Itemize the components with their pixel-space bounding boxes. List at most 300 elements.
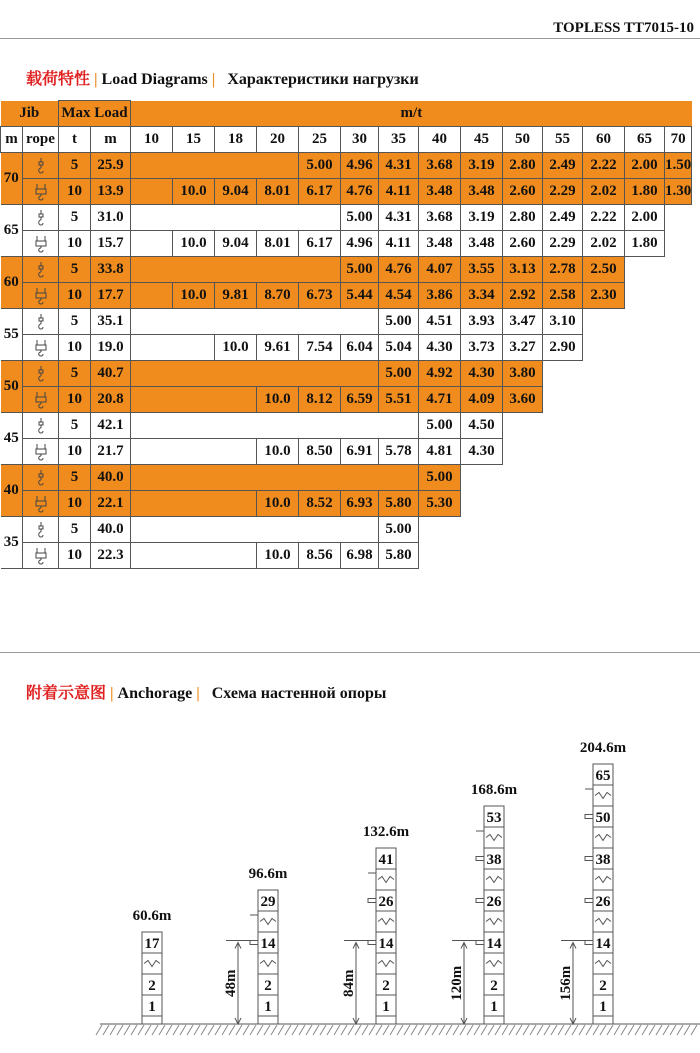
ground-hatch	[663, 1025, 669, 1035]
anchor-frame-icon	[476, 857, 484, 861]
double-fall-hook-icon	[34, 495, 48, 513]
ground-hatch	[488, 1025, 494, 1035]
rope-t: 10	[59, 543, 91, 569]
load-value: 4.76	[341, 179, 379, 205]
ground-hatch	[677, 1025, 683, 1035]
load-value: 5.00	[379, 517, 419, 543]
load-value: 4.71	[419, 387, 461, 413]
load-value: 5.44	[341, 283, 379, 309]
load-value: 10.0	[173, 231, 215, 257]
rope-t: 10	[59, 179, 91, 205]
jib-length: 65	[1, 205, 23, 257]
load-value: 4.30	[461, 361, 503, 387]
rope-hook	[23, 257, 59, 283]
load-value: 3.68	[419, 153, 461, 179]
tower-section-label: 26	[595, 894, 611, 910]
tower-break-section	[142, 953, 162, 974]
load-value: 2.49	[543, 205, 583, 231]
load-value: 1.80	[625, 231, 665, 257]
single-fall-hook-icon	[34, 313, 48, 331]
anchor-frame-icon	[476, 899, 484, 903]
load-value: 9.04	[215, 179, 257, 205]
double-fall-hook-icon	[34, 339, 48, 357]
ground-hatch	[691, 1025, 697, 1035]
ground-hatch	[222, 1025, 228, 1035]
header-t: t	[59, 127, 91, 153]
load-value: 8.01	[257, 179, 299, 205]
tower-base	[142, 1016, 162, 1024]
header-m: m	[1, 127, 23, 153]
tower-section-label: 26	[486, 894, 502, 910]
load-value: 6.17	[299, 231, 341, 257]
rope-t: 5	[59, 361, 91, 387]
load-value: 5.00	[341, 205, 379, 231]
single-fall-hook-icon	[34, 469, 48, 487]
ground-hatch	[446, 1025, 452, 1035]
rope-hook	[23, 439, 59, 465]
table-row	[1, 335, 692, 361]
tower-section-label: 1	[599, 999, 607, 1015]
blank-span	[131, 205, 341, 231]
load-value: 3.48	[419, 231, 461, 257]
max-load-radius: 35.1	[91, 309, 131, 335]
ground-hatch	[250, 1025, 256, 1035]
tower-height-label: 60.6m	[132, 908, 172, 924]
header-m2: m	[91, 127, 131, 153]
load-value: 3.19	[461, 153, 503, 179]
load-value: 8.52	[299, 491, 341, 517]
load-value: 4.51	[419, 309, 461, 335]
load-value: 2.50	[583, 257, 625, 283]
max-load-radius: 42.1	[91, 413, 131, 439]
load-value: 4.50	[461, 413, 503, 439]
table-row	[1, 439, 692, 465]
tower-section-label: 14	[378, 936, 394, 952]
header-divider	[0, 38, 700, 39]
load-value: 6.04	[341, 335, 379, 361]
ground-hatch	[348, 1025, 354, 1035]
anchor-frame-icon	[585, 899, 593, 903]
ground-hatch	[600, 1025, 606, 1035]
max-load-radius: 15.7	[91, 231, 131, 257]
rope-hook	[23, 205, 59, 231]
anchor-height-label: 120m	[449, 965, 465, 1001]
tower-height-label: 132.6m	[362, 824, 410, 840]
load-title-ru: Характеристики нагрузки	[227, 71, 419, 88]
max-load-radius: 40.0	[91, 517, 131, 543]
ground-hatch	[467, 1025, 473, 1035]
ground-hatch	[649, 1025, 655, 1035]
table-row	[1, 387, 692, 413]
blank-span	[131, 517, 379, 543]
header-distance: 10	[131, 127, 173, 153]
blank-span	[131, 179, 173, 205]
anchor-title-en: Anchorage	[117, 685, 193, 702]
ground-hatch	[411, 1025, 417, 1035]
load-value: 2.02	[583, 231, 625, 257]
tower-break-section	[258, 911, 278, 932]
tower-section-label: 50	[595, 810, 611, 826]
load-value: 1.30	[665, 179, 692, 205]
jib-length: 50	[1, 361, 23, 413]
load-value: 4.31	[379, 153, 419, 179]
max-load-radius: 19.0	[91, 335, 131, 361]
tower-section-label: 65	[595, 768, 611, 784]
ground-hatch	[257, 1025, 263, 1035]
rope-hook	[23, 309, 59, 335]
ground-hatch	[138, 1025, 144, 1035]
load-value: 3.48	[419, 179, 461, 205]
rope-hook	[23, 179, 59, 205]
ground-hatch	[201, 1025, 207, 1035]
load-value: 8.12	[299, 387, 341, 413]
load-value: 5.80	[379, 491, 419, 517]
load-value: 5.78	[379, 439, 419, 465]
load-value: 2.29	[543, 231, 583, 257]
load-value: 6.98	[341, 543, 379, 569]
table-row	[1, 153, 692, 179]
ground-hatch	[404, 1025, 410, 1035]
header-distance: 35	[379, 127, 419, 153]
max-load-radius: 22.1	[91, 491, 131, 517]
header-rope: rope	[23, 127, 59, 153]
tower-break-section	[593, 827, 613, 848]
blank-span	[131, 335, 215, 361]
load-value: 2.90	[543, 335, 583, 361]
load-value: 5.04	[379, 335, 419, 361]
load-value: 4.30	[461, 439, 503, 465]
ground-hatch	[551, 1025, 557, 1035]
ground-hatch	[586, 1025, 592, 1035]
load-value: 4.11	[379, 231, 419, 257]
tower-height-label: 204.6m	[579, 740, 627, 756]
rope-t: 10	[59, 231, 91, 257]
load-value: 3.27	[503, 335, 543, 361]
ground-hatch	[607, 1025, 613, 1035]
load-value: 3.13	[503, 257, 543, 283]
tower-base	[484, 1016, 504, 1024]
load-value: 2.58	[543, 283, 583, 309]
tower-section-label: 2	[599, 978, 607, 994]
rope-t: 5	[59, 413, 91, 439]
ground-hatch	[243, 1025, 249, 1035]
single-fall-hook-icon	[34, 209, 48, 227]
blank-span	[131, 309, 379, 335]
ground-hatch	[453, 1025, 459, 1035]
load-value: 6.93	[341, 491, 379, 517]
header-max-load: Max Load	[59, 101, 131, 127]
load-value: 2.60	[503, 179, 543, 205]
double-fall-hook-icon	[34, 287, 48, 305]
ground-hatch	[369, 1025, 375, 1035]
load-value: 6.17	[299, 179, 341, 205]
anchor-title-cn: 附着示意图	[26, 685, 107, 702]
load-value: 1.50	[665, 153, 692, 179]
load-value: 2.00	[625, 153, 665, 179]
load-value: 4.96	[341, 231, 379, 257]
load-value: 2.92	[503, 283, 543, 309]
header-distance: 30	[341, 127, 379, 153]
load-value: 3.73	[461, 335, 503, 361]
load-value: 5.00	[299, 153, 341, 179]
load-value: 4.54	[379, 283, 419, 309]
ground-hatch	[103, 1025, 109, 1035]
anchor-frame-icon	[585, 857, 593, 861]
ground-hatch	[614, 1025, 620, 1035]
load-value: 5.00	[419, 413, 461, 439]
blank-span	[131, 387, 257, 413]
ground-hatch	[152, 1025, 158, 1035]
load-value: 5.30	[419, 491, 461, 517]
rope-hook	[23, 413, 59, 439]
load-value: 10.0	[257, 491, 299, 517]
table-row	[1, 543, 692, 569]
tower-section-label: 53	[486, 810, 502, 826]
load-value: 3.47	[503, 309, 543, 335]
load-value: 7.54	[299, 335, 341, 361]
tower-break-section	[376, 869, 396, 890]
load-value: 2.29	[543, 179, 583, 205]
blank-span	[131, 257, 341, 283]
header-distance: 60	[583, 127, 625, 153]
load-value: 2.80	[503, 205, 543, 231]
load-value: 3.93	[461, 309, 503, 335]
load-value: 8.01	[257, 231, 299, 257]
rope-hook	[23, 361, 59, 387]
ground-hatch	[397, 1025, 403, 1035]
load-value: 3.19	[461, 205, 503, 231]
tower-break-section	[376, 953, 396, 974]
max-load-radius: 33.8	[91, 257, 131, 283]
rope-t: 5	[59, 309, 91, 335]
blank-span	[131, 465, 419, 491]
load-value: 4.30	[419, 335, 461, 361]
tower-base	[593, 1016, 613, 1024]
tower-break-section	[376, 911, 396, 932]
ground-hatch	[306, 1025, 312, 1035]
jib-length: 70	[1, 153, 23, 205]
jib-length: 40	[1, 465, 23, 517]
max-load-radius: 40.7	[91, 361, 131, 387]
section-divider	[0, 652, 700, 653]
rope-hook	[23, 335, 59, 361]
rope-t: 10	[59, 283, 91, 309]
anchorage-diagram	[0, 700, 700, 1053]
tower-break-section	[593, 953, 613, 974]
anchor-title-ru: Схема настенной опоры	[211, 685, 387, 702]
ground-hatch	[229, 1025, 235, 1035]
ground-hatch	[194, 1025, 200, 1035]
max-load-radius: 22.3	[91, 543, 131, 569]
tower-base	[376, 1016, 396, 1024]
rope-hook	[23, 387, 59, 413]
load-value: 4.81	[419, 439, 461, 465]
table-row	[1, 465, 692, 491]
ground-hatch	[180, 1025, 186, 1035]
load-value: 3.34	[461, 283, 503, 309]
ground-hatch	[145, 1025, 151, 1035]
tower-break-section	[593, 785, 613, 806]
load-value: 6.59	[341, 387, 379, 413]
tower-break-section	[258, 953, 278, 974]
tower-section-label: 2	[490, 978, 498, 994]
max-load-radius: 21.7	[91, 439, 131, 465]
blank-span	[131, 153, 299, 179]
ground-hatch	[523, 1025, 529, 1035]
blank-span	[131, 283, 173, 309]
rope-t: 5	[59, 205, 91, 231]
table-row	[1, 309, 692, 335]
blank-span	[131, 491, 257, 517]
tower-section-label: 41	[378, 852, 394, 868]
load-value: 10.0	[257, 439, 299, 465]
ground-hatch	[439, 1025, 445, 1035]
rope-t: 10	[59, 335, 91, 361]
load-value: 8.70	[257, 283, 299, 309]
ground-hatch	[208, 1025, 214, 1035]
anchor-frame-icon	[585, 815, 593, 819]
load-value: 3.55	[461, 257, 503, 283]
double-fall-hook-icon	[34, 235, 48, 253]
tower-break-section	[593, 911, 613, 932]
load-value: 4.31	[379, 205, 419, 231]
blank-span	[131, 231, 173, 257]
double-fall-hook-icon	[34, 443, 48, 461]
load-value: 8.56	[299, 543, 341, 569]
load-value: 4.09	[461, 387, 503, 413]
header-distance: 25	[299, 127, 341, 153]
jib-length: 35	[1, 517, 23, 569]
table-row	[1, 179, 692, 205]
ground-hatch	[159, 1025, 165, 1035]
load-value: 10.0	[257, 543, 299, 569]
table-row	[1, 491, 692, 517]
ground-hatch	[292, 1025, 298, 1035]
anchor-frame-icon	[368, 899, 376, 903]
load-value: 2.30	[583, 283, 625, 309]
tower-section-label: 38	[595, 852, 611, 868]
load-value: 9.81	[215, 283, 257, 309]
double-fall-hook-icon	[34, 183, 48, 201]
table-row	[1, 413, 692, 439]
load-value: 3.68	[419, 205, 461, 231]
ground-hatch	[495, 1025, 501, 1035]
tower-height-label: 168.6m	[470, 782, 518, 798]
table-row	[1, 361, 692, 387]
jib-length: 45	[1, 413, 23, 465]
load-value: 4.96	[341, 153, 379, 179]
tower-section-label: 38	[486, 852, 502, 868]
double-fall-hook-icon	[34, 391, 48, 409]
ground-hatch	[278, 1025, 284, 1035]
load-value: 3.80	[503, 361, 543, 387]
single-fall-hook-icon	[34, 365, 48, 383]
load-title-en: Load Diagrams	[101, 71, 208, 88]
load-value: 2.22	[583, 205, 625, 231]
single-fall-hook-icon	[34, 261, 48, 279]
tower-break-section	[484, 911, 504, 932]
ground-hatch	[271, 1025, 277, 1035]
load-value: 5.00	[379, 309, 419, 335]
ground-hatch	[376, 1025, 382, 1035]
load-value: 4.07	[419, 257, 461, 283]
ground-hatch	[173, 1025, 179, 1035]
ground-hatch	[390, 1025, 396, 1035]
tower-height-label: 96.6m	[248, 866, 288, 882]
load-value: 5.00	[419, 465, 461, 491]
table-row	[1, 517, 692, 543]
ground-hatch	[299, 1025, 305, 1035]
tower-section-label: 2	[382, 978, 390, 994]
tower-section-label: 1	[264, 999, 272, 1015]
load-value: 5.51	[379, 387, 419, 413]
tower-base	[258, 1016, 278, 1024]
blank-span	[131, 439, 257, 465]
rope-hook	[23, 153, 59, 179]
header-distance: 50	[503, 127, 543, 153]
double-fall-hook-icon	[34, 547, 48, 565]
tower-break-section	[593, 869, 613, 890]
ground-hatch	[460, 1025, 466, 1035]
ground-hatch	[593, 1025, 599, 1035]
load-value: 2.22	[583, 153, 625, 179]
rope-hook	[23, 517, 59, 543]
tower-section-label: 2	[264, 978, 272, 994]
tower-break-section	[484, 953, 504, 974]
max-load-radius: 25.9	[91, 153, 131, 179]
max-load-radius: 20.8	[91, 387, 131, 413]
ground-hatch	[425, 1025, 431, 1035]
load-value: 4.11	[379, 179, 419, 205]
anchor-frame-icon	[476, 941, 484, 945]
ground-hatch	[320, 1025, 326, 1035]
single-fall-hook-icon	[34, 521, 48, 539]
load-title-cn: 载荷特性	[26, 71, 91, 88]
ground-hatch	[166, 1025, 172, 1035]
ground-hatch	[502, 1025, 508, 1035]
ground-hatch	[509, 1025, 515, 1035]
ground-hatch	[628, 1025, 634, 1035]
ground-hatch	[313, 1025, 319, 1035]
table-row	[1, 257, 692, 283]
ground-hatch	[572, 1025, 578, 1035]
tower-section-label: 29	[260, 894, 276, 910]
load-value: 3.60	[503, 387, 543, 413]
rope-t: 10	[59, 491, 91, 517]
load-value: 2.80	[503, 153, 543, 179]
ground-hatch	[621, 1025, 627, 1035]
load-value: 9.61	[257, 335, 299, 361]
table-row	[1, 205, 692, 231]
header-distance: 15	[173, 127, 215, 153]
load-value: 2.78	[543, 257, 583, 283]
table-row	[1, 283, 692, 309]
anchorage-title: 附着示意图 | Anchorage | Схема настенной опоры	[26, 685, 387, 702]
ground-hatch	[537, 1025, 543, 1035]
rope-hook	[23, 465, 59, 491]
ground-hatch	[327, 1025, 333, 1035]
ground-hatch	[362, 1025, 368, 1035]
rope-t: 10	[59, 387, 91, 413]
tower-section-label: 14	[486, 936, 502, 952]
ground-hatch	[117, 1025, 123, 1035]
header-jib: Jib	[1, 101, 59, 127]
ground-hatch	[656, 1025, 662, 1035]
header-distance: 40	[419, 127, 461, 153]
ground-hatch	[187, 1025, 193, 1035]
tower-section-label: 2	[148, 978, 156, 994]
header-distance: 65	[625, 127, 665, 153]
